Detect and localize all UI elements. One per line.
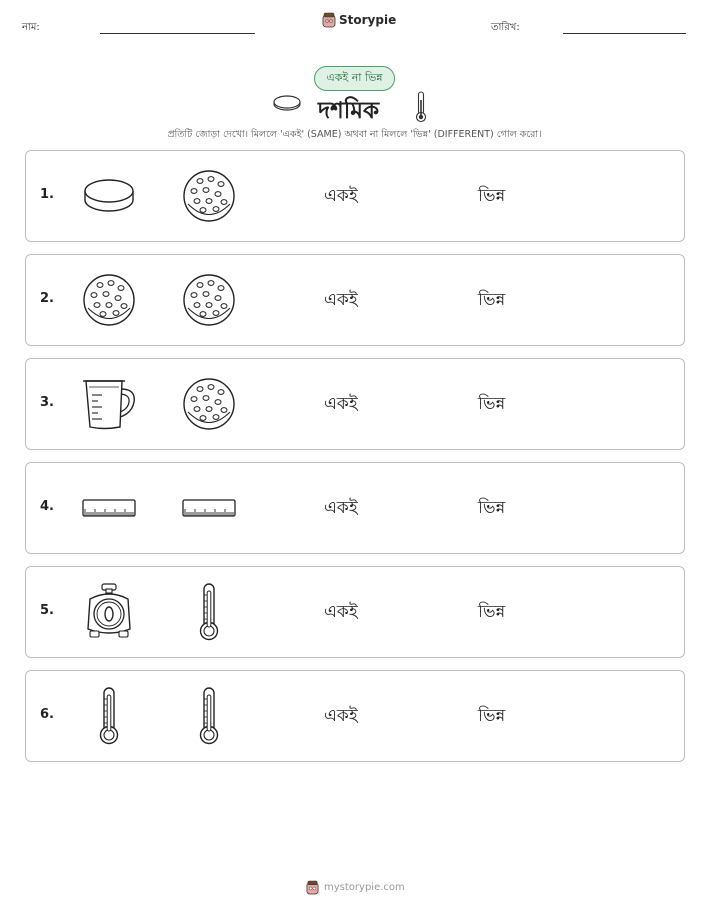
- thermometer-icon: [414, 90, 428, 124]
- name-field-line[interactable]: [100, 33, 255, 34]
- footer-url[interactable]: mystorypie.com: [324, 882, 405, 893]
- brand-logo: [322, 12, 396, 28]
- exercise-row: [25, 566, 685, 658]
- row-number: 2.: [40, 291, 54, 306]
- thermometer-icon: [80, 687, 138, 745]
- exercise-row: [25, 462, 685, 554]
- ruler-icon: [180, 479, 238, 537]
- cookie-icon: [180, 271, 238, 329]
- answer-different-option[interactable]: ভিন্ন: [478, 498, 506, 518]
- thermometer-icon: [180, 687, 238, 745]
- answer-same-option[interactable]: একই: [324, 290, 358, 310]
- timer-icon: [80, 583, 138, 641]
- answer-same-option[interactable]: একই: [324, 498, 358, 518]
- exercise-row: [25, 254, 685, 346]
- date-label: তারিখ:: [491, 22, 520, 33]
- answer-same-option[interactable]: একই: [324, 706, 358, 726]
- date-field-line[interactable]: [563, 33, 686, 34]
- topic-badge: একই না ভিন্ন: [314, 66, 395, 91]
- answer-different-option[interactable]: ভিন্ন: [478, 602, 506, 622]
- answer-same-option[interactable]: একই: [324, 186, 358, 206]
- answer-same-option[interactable]: একই: [324, 394, 358, 414]
- row-number: 5.: [40, 603, 54, 618]
- thermometer-icon: [180, 583, 238, 641]
- cookie-icon: [180, 167, 238, 225]
- row-number: 3.: [40, 395, 54, 410]
- row-number: 1.: [40, 187, 54, 202]
- answer-different-option[interactable]: ভিন্ন: [478, 394, 506, 414]
- exercise-row: [25, 670, 685, 762]
- storypie-mascot-icon: [322, 12, 336, 28]
- brand-name: Storypie: [339, 13, 397, 27]
- footer: [306, 880, 405, 895]
- ruler-icon: [80, 479, 138, 537]
- answer-different-option[interactable]: ভিন্ন: [478, 706, 506, 726]
- instructions: প্রতিটি জোড়া দেখো। মিললে 'একই' (SAME) অথবা না মিললে 'ভিন্ন' (DIFFERENT) গোল করো।: [167, 129, 542, 140]
- answer-different-option[interactable]: ভিন্ন: [478, 290, 506, 310]
- page-title: দশমিক: [318, 98, 380, 124]
- cookie-icon: [80, 271, 138, 329]
- name-label: নাম:: [22, 22, 40, 33]
- exercise-row: [25, 358, 685, 450]
- row-number: 6.: [40, 707, 54, 722]
- row-number: 4.: [40, 499, 54, 514]
- storypie-mascot-icon: [306, 880, 319, 895]
- measuring-cup-icon: [80, 375, 138, 433]
- cookie-icon: [180, 375, 238, 433]
- coin-icon: [80, 167, 138, 225]
- answer-same-option[interactable]: একই: [324, 602, 358, 622]
- answer-different-option[interactable]: ভিন্ন: [478, 186, 506, 206]
- exercise-row: [25, 150, 685, 242]
